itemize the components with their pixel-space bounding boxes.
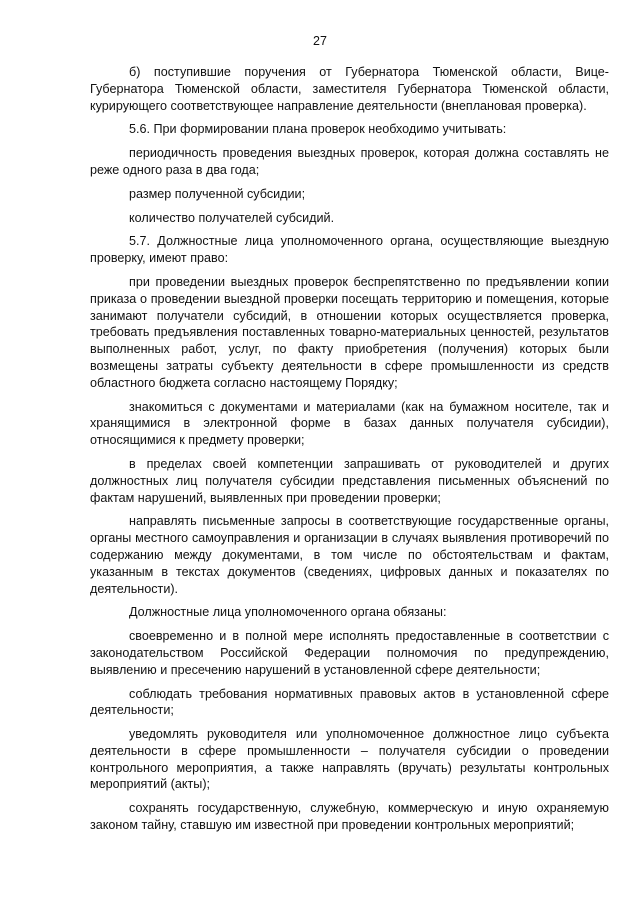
page-number: 27 [313,34,327,48]
paragraph-right-review-documents: знакомиться с документами и материалами (как на бумажном носителе, так и хранящимися в электронной форме в базах данных получателя субсидии), относящимися к предмету проверки; [90,399,609,448]
document-body [90,64,609,841]
paragraph-duty-exercise-powers: своевременно и в полной мере исполнять предоставленные в соответствии с законодательством Российской Федерации полномочия по предупреждению, выявлению и пресечению нарушений в установленной сфере деятельности; [90,629,609,677]
paragraph-duties-heading: Должностные лица уполномоченного органа обязаны: [129,605,447,620]
paragraph-duty-keep-secrets: сохранять государственную, служебную, коммерческую и иную охраняемую законом тайну, ставшую им известной при проведении контрольных мероприятий; [90,801,609,833]
paragraph-5-7-rights-heading: 5.7. Должностные лица уполномоченного органа, осуществляющие выездную проверку, имеют право: [90,234,609,266]
paragraph-duty-comply-regulations: соблюдать требования нормативных правовых актов в установленной сфере деятельности; [90,686,609,718]
paragraph-subsidy-size: размер полученной субсидии; [129,186,306,201]
paragraph-right-request-explanations: в пределах своей компетенции запрашивать от руководителей и других должностных лиц получателя субсидии представления письменных объяснений по фактам нарушений, выявленных при проведении проверки; [90,456,609,505]
paragraph-right-site-visit: при проведении выездных проверок беспрепятственно по предъявлении копии приказа о проведении выездной проверки посещать территорию и помещения, которые занимают получатели субсидий, в отношении которых осуществляется проверка, требовать предъявления поставленных товарно-материальных ценностей, результатов выполненных работ, услуг, по факту приобретения (получения) которых были возмещены затраты субъекту деятельности в сфере промышленности из средств областного бюджета согласно настоящему Порядку; [90,274,609,390]
paragraph-recipient-count: количество получателей субсидий. [129,210,335,225]
paragraph-inspection-frequency: периодичность проведения выездных проверок, которая должна составлять не реже одного раза в два года; [90,146,609,177]
paragraph-b-instructions: б) поступившие поручения от Губернатора Тюменской области, Вице-Губернатора Тюменской области, заместителя Губернатора Тюменской области, курирующего соответствующее направление деятельности (внеплановая проверка). [90,65,609,113]
paragraph-5-6-heading: 5.6. При формировании плана проверок необходимо учитывать: [129,122,507,137]
paragraph-duty-notify-manager: уведомлять руководителя или уполномоченное должностное лицо субъекта деятельности в сфере промышленности – получателя субсидии о проведении контрольного мероприятия, а также направлять (вручать) результаты контрольных мероприятий (акты); [90,727,609,792]
paragraph-right-send-requests: направлять письменные запросы в соответствующие государственные органы, органы местного самоуправления и организации в случаях выявления противоречий по содержанию между документами, в том числе по обстоятельствам и фактам, указанным в текстах документов (сведениях, цифровых данных и показателях по деятельности). [90,514,609,596]
